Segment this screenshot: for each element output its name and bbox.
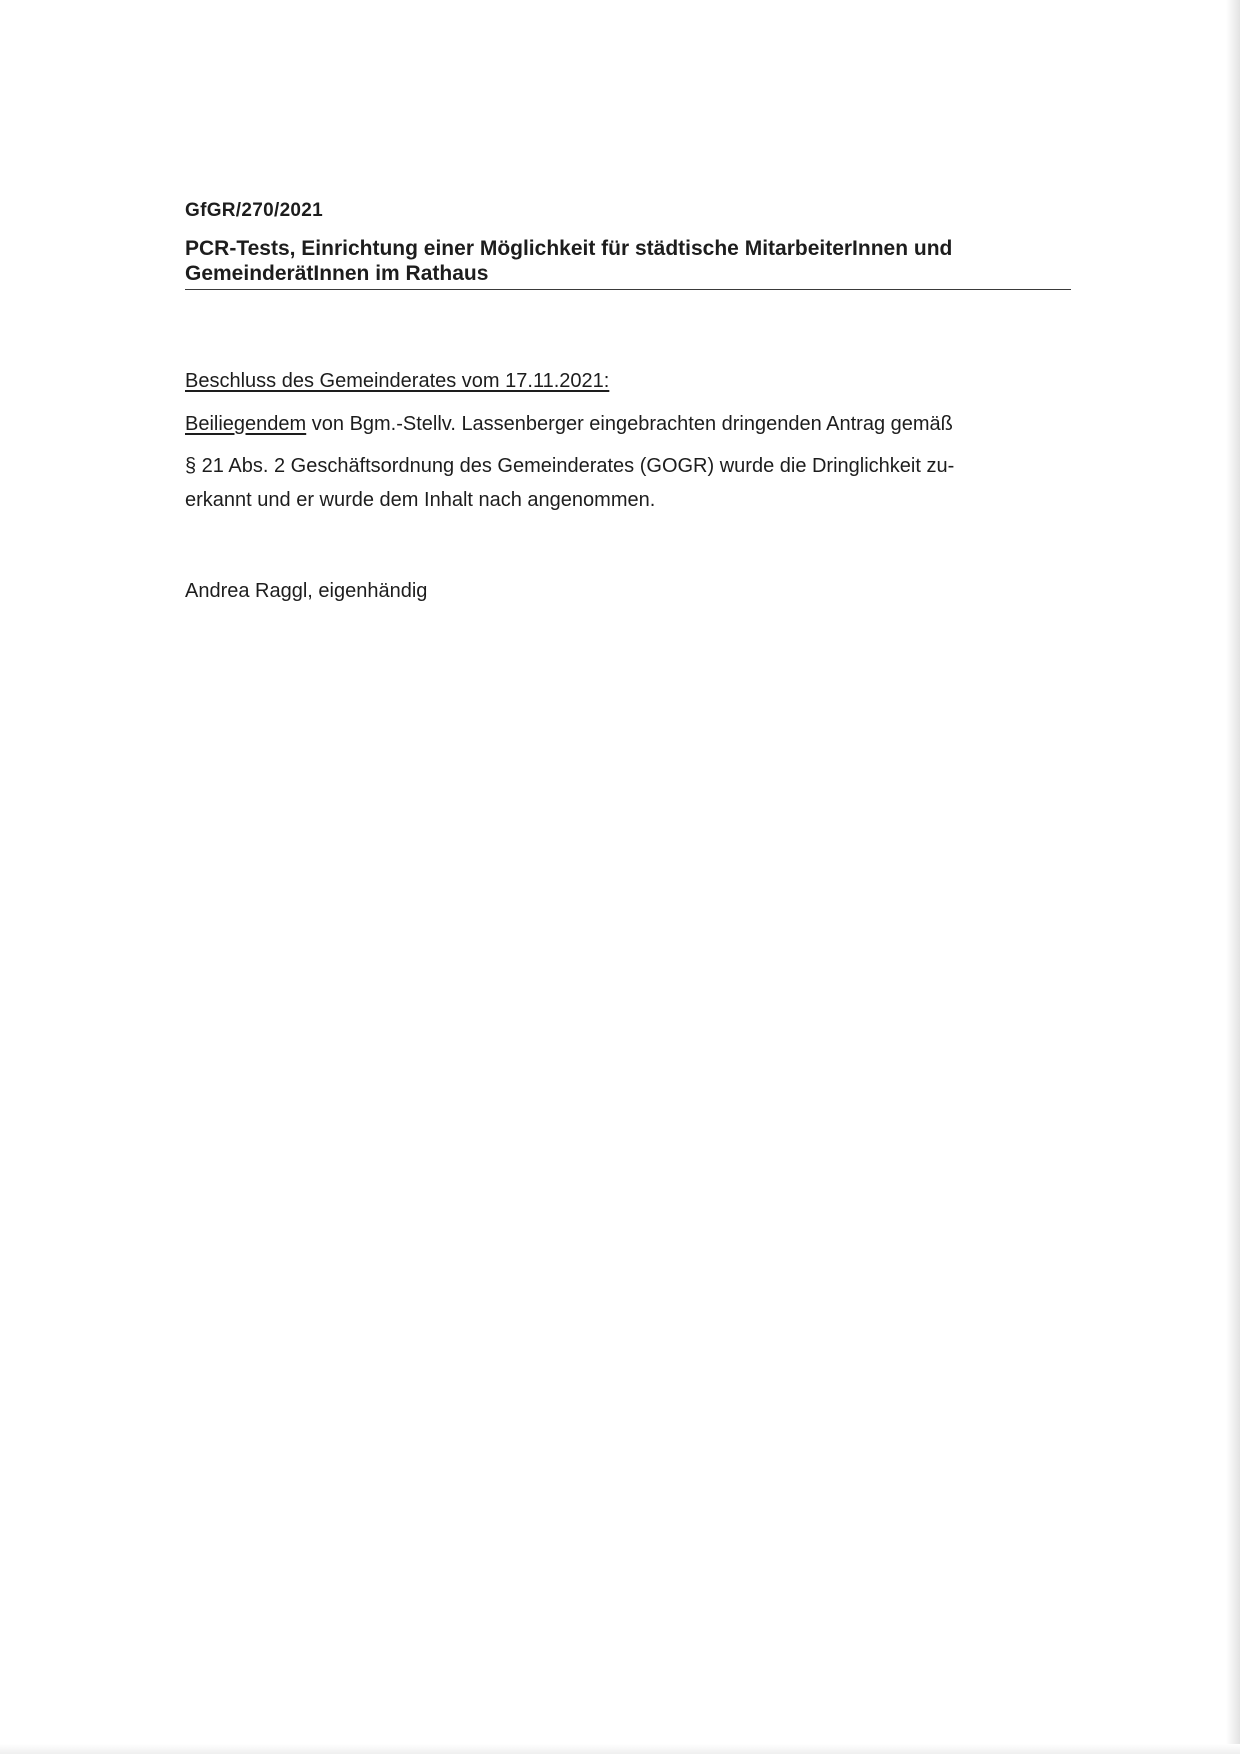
document-title <box>185 236 1071 290</box>
signature: Andrea Raggl, eigenhändig <box>185 580 428 602</box>
document-title-line-2: GemeinderätInnen im Rathaus <box>185 262 489 285</box>
body-line-1-lead: Beiliegendem <box>185 413 307 435</box>
body-line-2: § 21 Abs. 2 Geschäftsordnung des Gemeinderates (GOGR) wurde die Dringlichkeit zu- <box>185 455 955 477</box>
scan-edge-shadow-bottom <box>0 1744 1240 1754</box>
document-title-line-1: PCR-Tests, Einrichtung einer Möglichkeit für städtische MitarbeiterInnen und <box>185 237 953 260</box>
body-line-1-rest: von Bgm.-Stellv. Lassenberger eingebrachten dringenden Antrag gemäß <box>306 413 953 435</box>
resolution-heading: Beschluss des Gemeinderates vom 17.11.2021: <box>185 370 610 392</box>
body-line-3: erkannt und er wurde dem Inhalt nach angenommen. <box>185 489 656 511</box>
scan-edge-shadow-right <box>1226 0 1240 1754</box>
document-number: GfGR/270/2021 <box>185 200 324 221</box>
body-line-1 <box>185 413 953 436</box>
